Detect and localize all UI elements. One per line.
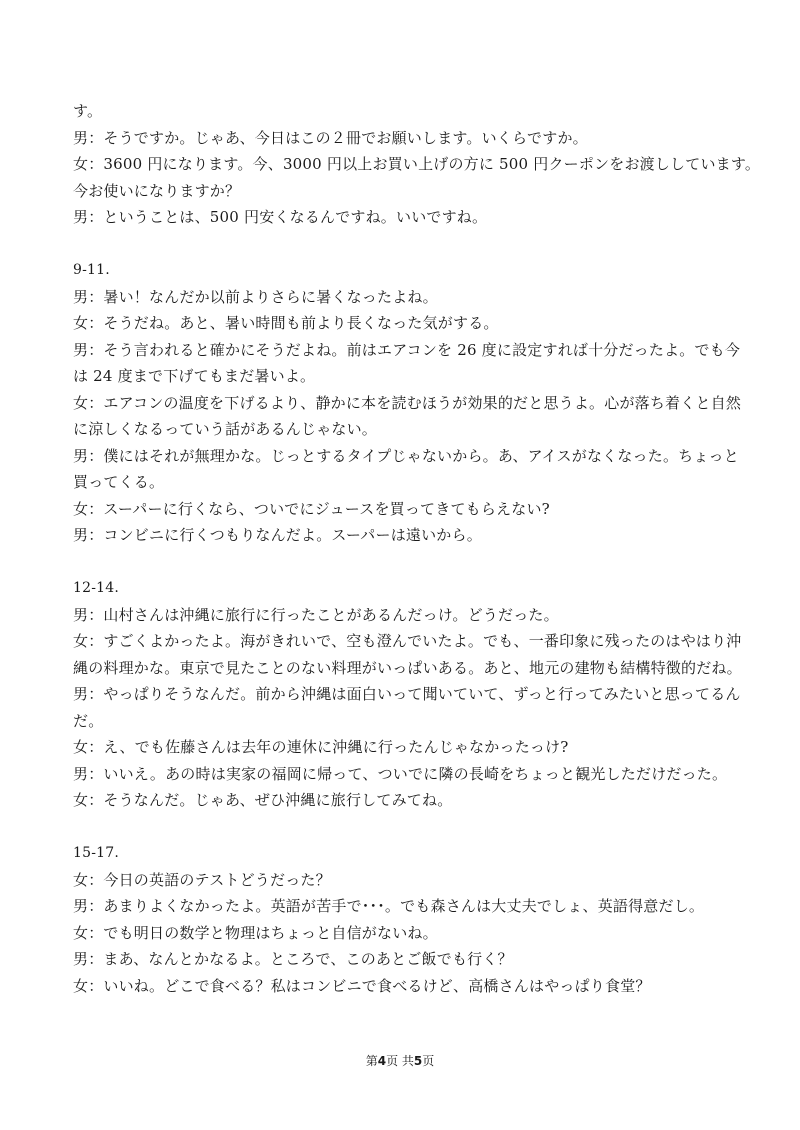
- dialogue-line: 男：あまりよくなかったよ。英語が苦手で･･･。でも森さんは大丈夫でしょ、英語得意だし。: [73, 897, 705, 915]
- footer-prefix: 第: [365, 1054, 378, 1068]
- dialogue-line: 男：やっぱりそうなんだ。前から沖縄は面白いって聞いていて、ずっと行ってみたいと思ってるん: [73, 685, 741, 703]
- dialogue-line: だ。: [73, 711, 104, 730]
- dialogue-line: 女：え、でも佐藤さんは去年の連休に沖縄に行ったんじゃなかったっけ?: [73, 738, 569, 756]
- page-total: 5: [413, 1054, 423, 1068]
- dialogue-line: 女：エアコンの温度を下げるより、静かに本を読むほうが効果的だと思うよ。心が落ち着くと自然: [73, 393, 742, 412]
- dialogue-line: 男：ということは、500 円安くなるんですね。いいですね。: [73, 208, 488, 226]
- section-15-17: [73, 840, 733, 999]
- dialogue-line: 女：今日の英語のテストどうだった？: [73, 870, 331, 889]
- section-12-14: [73, 575, 742, 814]
- section-number: 9-11.: [73, 262, 110, 278]
- section-9-11: [73, 257, 742, 549]
- dialogue-line: す。: [73, 102, 103, 120]
- dialogue-continuation: [73, 98, 761, 231]
- dialogue-line: 男：コンビニに行くつもりなんだよ。スーパーは遠いから。: [73, 526, 482, 544]
- dialogue-line: 男：いいえ。あの時は実家の福岡に帰って、ついでに隣の長崎をちょっと観光しただけだった。: [73, 764, 728, 783]
- page-number: 4: [377, 1054, 387, 1068]
- section-number: 12-14.: [73, 580, 120, 596]
- page-footer: [0, 1052, 800, 1069]
- dialogue-line: 男：僕にはそれが無理かな。じっとするタイプじゃないから。あ、アイスがなくなった。ちょっと: [73, 446, 739, 465]
- dialogue-line: 今お使いになりますか？: [73, 181, 241, 200]
- dialogue-line: 女：そうなんだ。じゃあ、ぜひ沖縄に旅行してみてね。: [73, 791, 453, 809]
- footer-middle: 页 共: [386, 1054, 414, 1068]
- dialogue-line: 女：スーパーに行くなら、ついでにジュースを買ってきてもらえない?: [73, 499, 550, 518]
- dialogue-line: に涼しくなるっていう話があるんじゃない。: [73, 420, 378, 438]
- dialogue-line: 女：そうだね。あと、暑い時間も前より長くなった気がする。: [73, 314, 499, 332]
- dialogue-line: 女：でも明日の数学と物理はちょっと自信がないね。: [73, 923, 438, 942]
- dialogue-line: 男：そうですか。じゃあ、今日はこの２冊でお願いします。いくらですか。: [73, 128, 588, 147]
- dialogue-line: 縄の料理かな。東京で見たことのない料理がいっぱいある。あと、地元の建物も結構特徴的だね。: [73, 658, 742, 677]
- dialogue-line: 女：すごくよかったよ。海がきれいで、空も澄んでいたよ。でも、一番印象に残ったのはやはり沖: [73, 632, 742, 650]
- footer-suffix: 页: [422, 1054, 435, 1068]
- dialogue-line: 男：暑い！なんだか以前よりさらに暑くなったよね。: [73, 287, 438, 306]
- dialogue-line: は 24 度まで下げてもまだ暑いよ。: [73, 367, 316, 385]
- document-body: [73, 98, 761, 999]
- section-spacer: [73, 814, 733, 841]
- dialogue-line: 女：3600 円になります。今、3000 円以上お買い上げの方に 500 円クーポンをお渡ししています。: [73, 155, 761, 173]
- dialogue-line: 男：山村さんは沖縄に旅行に行ったことがあるんだっけ。どうだった。: [73, 605, 559, 624]
- dialogue-line: 男：まあ、なんとかなるよ。ところで、このあとご飯でも行く？: [73, 950, 513, 968]
- dialogue-line: 女：いいね。どこで食べる？私はコンビニで食べるけど、高橋さんはやっぱり食堂？: [73, 976, 651, 995]
- dialogue-line: 男：そう言われると確かにそうだよね。前はエアコンを 26 度に設定すれば十分だったよ。でも今: [73, 340, 741, 359]
- section-spacer: [73, 231, 733, 258]
- section-spacer: [73, 549, 733, 576]
- dialogue-line: 買ってくる。: [73, 473, 165, 491]
- section-number: 15-17.: [73, 845, 120, 861]
